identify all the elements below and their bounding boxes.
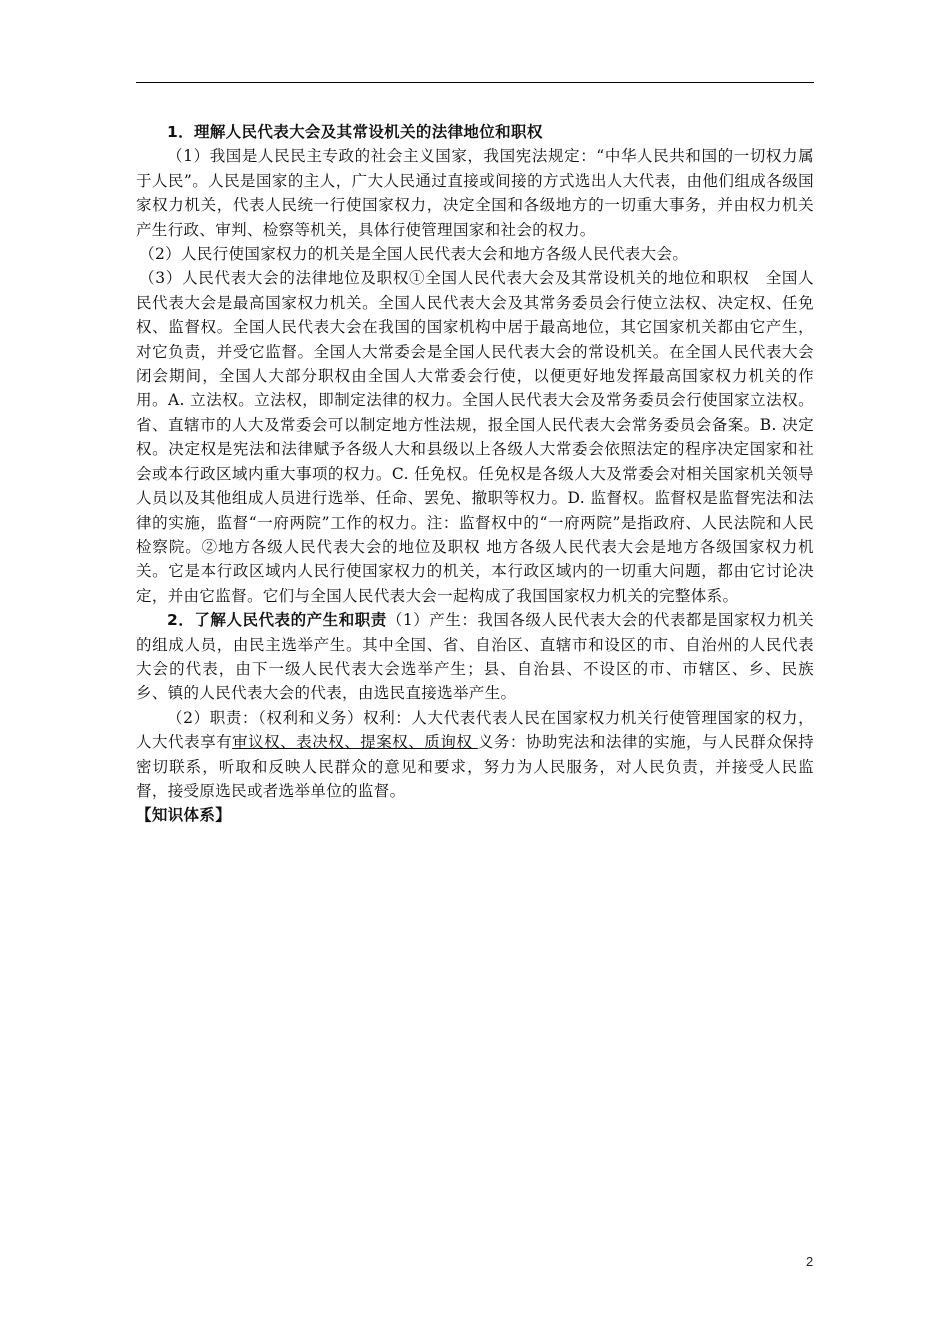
page-number: 2 (806, 1254, 814, 1269)
duties-text-start: （2）职责：（权利和义务）权利：人大代表代表人民在国家权力机关行使管理国家的权力，人大代表享有 (136, 708, 814, 752)
rights-list-underlined: 审议权、表决权、提案权、质询权 (232, 733, 478, 752)
duties-text-end: 义务：协助宪法和法律的实施，与人民群众保持密切联系，听取和反映人民群众的意见和要求，努力为人民服务，对人民负责，并接受人民监督，接受原选民或者选举单位的监督。 (136, 733, 814, 800)
section1-paragraph-2: （2）人民行使国家权力的机关是全国人民代表大会和地方各级人民代表大会。 (139, 245, 689, 264)
section1-paragraph-1: （1）我国是人民民主专政的社会主义国家，我国宪法规定：“中华人民共和国的一切权力属于人民”。人民是国家的主人，广大人民通过直接或间接的方式选出人大代表，由他们组成各级国家权力机关，代表人民统一行使国家权力，决定全国和各级地方的一切重大事务，并由权力机关产生行政、审判、检察等机关，具体行使管理国家和社会的权力。 (136, 147, 814, 239)
section1-paragraph-3: （3）人民代表大会的法律地位及职权①全国人民代表大会及其常设机关的地位和职权 全国人民代表大会是最高国家权力机关。全国人民代表大会及其常务委员会行使立法权、决定权、任免权、监督权。全国人民代表大会在我国的国家机构中居于最高地位，其它国家机关都由它产生，对它负责，并受它监督。全国人大常委会是全国人民代表大会的常设机关。在全国人民代表大会闭会期间，全国人大部分职权由全国人大常委会行使，以便更好地发挥最高国家权力机关的作用。A. 立法权。立法权，即制定法律的权力。全国人民代表大会及常务委员会行使国家立法权。省、直辖市的人大及常委会可以制定地方性法规，报全国人民代表大会常务委员会备案。B. 决定权。决定权是宪法和法律赋予各级人大和县级以上各级人大常委会依照法定的程序决定国家和社会或本行政区域内重大事项的权力。C. 任免权。任免权是各级人大及常委会对相关国家机关领导人员以及其他组成人员进行选举、任命、罢免、撤职等权力。D. 监督权。监督权是监督宪法和法律的实施，监督“一府两院”工作的权力。注：监督权中的“一府两院”是指政府、人民法院和人民检察院。②地方各级人民代表大会的地位及职权 地方各级人民代表大会是地方各级国家权力机关。它是本行政区域内人民行使国家权力的机关，本行政区域内的一切重大问题，都由它讨论决定，并由它监督。它们与全国人民代表大会一起构成了我国国家权力机关的完整体系。 (136, 269, 814, 605)
section1-heading: 1．理解人民代表大会及其常设机关的法律地位和职权 (167, 123, 543, 141)
document-body (136, 120, 814, 828)
header-rule (136, 82, 814, 83)
section2-paragraph-1 (136, 608, 814, 706)
section2-production-text: （1）产生：我国各级人民代表大会的代表都是国家权力机关的组成人员，由民主选举产生。其中全国、省、自治区、直辖市和设区的市、自治州的人民代表大会的代表，由下一级人民代表大会选举产生；县、自治县、不设区的市、市辖区、乡、民族乡、镇的人民代表大会的代表，由选民直接选举产生。 (136, 611, 814, 703)
knowledge-system-label: 【知识体系】 (136, 806, 232, 825)
section2-paragraph-2 (136, 706, 814, 804)
section2-heading: 2．了解人民代表的产生和职责 (167, 611, 387, 630)
